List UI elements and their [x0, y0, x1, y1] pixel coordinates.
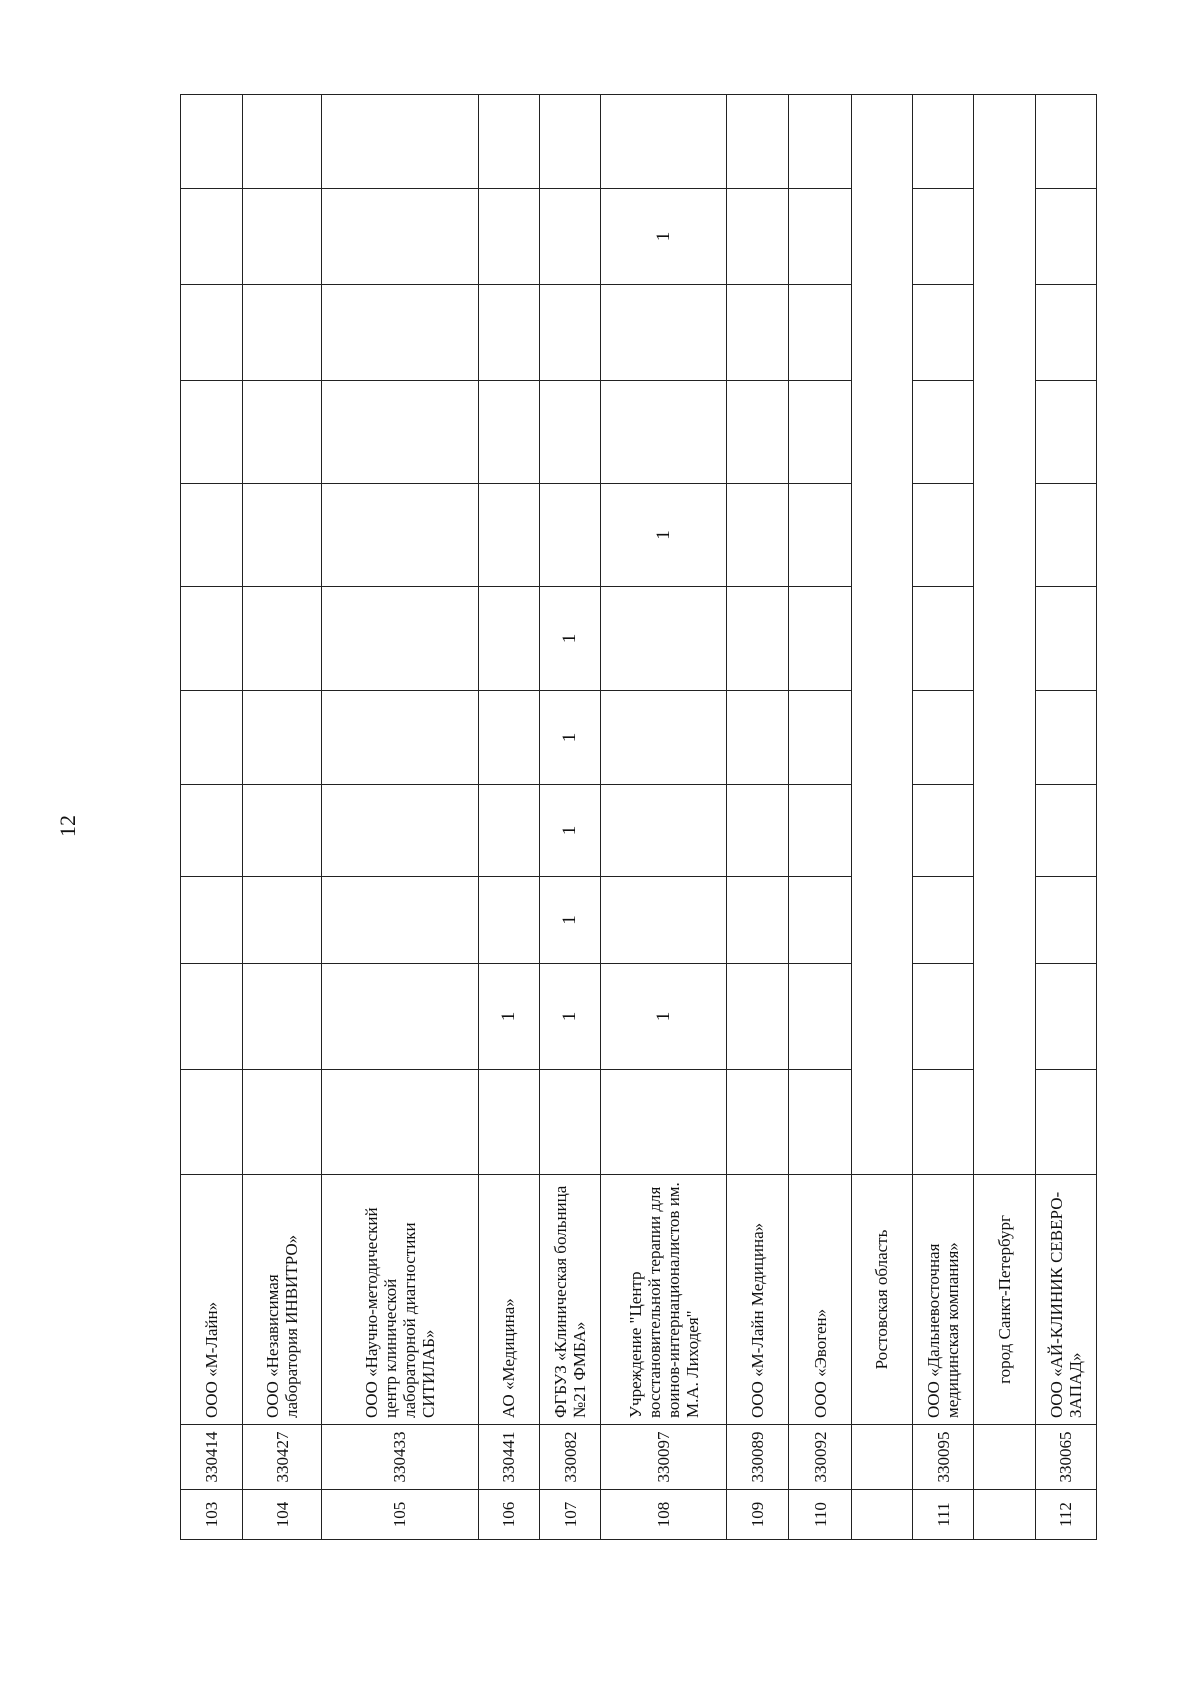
mark-cell [913, 587, 974, 691]
table-body [181, 95, 1097, 1540]
mark-cell [727, 964, 789, 1070]
mark-cell [539, 285, 600, 381]
mark-cell [478, 381, 539, 484]
row-number-cell [851, 1490, 912, 1540]
code-cell [851, 1425, 912, 1490]
mark-cell [322, 95, 478, 189]
rotated-table-container [180, 95, 1097, 1540]
organization-code: 330097 [601, 1425, 727, 1490]
row-number: 107 [539, 1490, 600, 1540]
region-spacer-cell [851, 95, 912, 1175]
mark-cell [913, 95, 974, 189]
table-row [478, 95, 539, 1540]
mark-cell [243, 785, 322, 877]
mark-cell [789, 484, 851, 587]
organization-code: 330065 [1035, 1425, 1096, 1490]
mark-cell [539, 189, 600, 285]
mark-cell [727, 484, 789, 587]
mark-cell [727, 381, 789, 484]
mark-cell [539, 381, 600, 484]
table-row [727, 95, 789, 1540]
mark-cell [1035, 877, 1096, 964]
mark-cell: 1 [601, 964, 727, 1070]
mark-cell [913, 964, 974, 1070]
row-number: 103 [181, 1490, 243, 1540]
organizations-table [180, 94, 1097, 1540]
mark-cell [727, 189, 789, 285]
mark-cell [243, 189, 322, 285]
mark-cell [601, 285, 727, 381]
mark-cell [913, 381, 974, 484]
mark-cell [322, 877, 478, 964]
mark-cell [789, 381, 851, 484]
mark-cell [1035, 691, 1096, 785]
mark-cell: 1 [601, 484, 727, 587]
table-rotator [180, 95, 1097, 1540]
organization-name: Учреждение "Центр восстановительной терапии для воинов-интернационалистов им. М.А. Лиходея" [601, 1175, 727, 1425]
mark-cell: 1 [539, 785, 600, 877]
mark-cell [727, 877, 789, 964]
row-number: 111 [913, 1490, 974, 1540]
mark-cell [539, 484, 600, 587]
mark-cell [1035, 587, 1096, 691]
mark-cell [181, 484, 243, 587]
mark-cell [601, 877, 727, 964]
organization-code: 330082 [539, 1425, 600, 1490]
mark-cell [478, 691, 539, 785]
mark-cell [478, 587, 539, 691]
mark-cell [913, 484, 974, 587]
organization-name: ООО «М-Лайн Медицина» [727, 1175, 789, 1425]
mark-cell [243, 877, 322, 964]
mark-cell [789, 877, 851, 964]
mark-cell [1035, 189, 1096, 285]
mark-cell [181, 95, 243, 189]
row-number: 108 [601, 1490, 727, 1540]
organization-code: 330427 [243, 1425, 322, 1490]
organization-name: ООО «Независимая лаборатория ИНВИТРО» [243, 1175, 322, 1425]
mark-cell [322, 1070, 478, 1175]
mark-cell [181, 785, 243, 877]
mark-cell [913, 785, 974, 877]
mark-cell [727, 785, 789, 877]
mark-cell [1035, 285, 1096, 381]
mark-cell [539, 95, 600, 189]
mark-cell [478, 95, 539, 189]
mark-cell [322, 285, 478, 381]
mark-cell [727, 1070, 789, 1175]
mark-cell [243, 691, 322, 785]
mark-cell [478, 285, 539, 381]
region-row [974, 95, 1035, 1540]
mark-cell [243, 964, 322, 1070]
mark-cell: 1 [539, 691, 600, 785]
mark-cell [243, 1070, 322, 1175]
mark-cell [913, 1070, 974, 1175]
row-number: 105 [322, 1490, 478, 1540]
organization-name: АО «Медицина» [478, 1175, 539, 1425]
mark-cell [601, 587, 727, 691]
organization-code: 330092 [789, 1425, 851, 1490]
mark-cell [181, 1070, 243, 1175]
table-row [913, 95, 974, 1540]
mark-cell [478, 785, 539, 877]
mark-cell [789, 95, 851, 189]
organization-name: ООО «АЙ-КЛИНИК СЕВЕРО-ЗАПАД» [1035, 1175, 1096, 1425]
mark-cell [727, 285, 789, 381]
row-number: 110 [789, 1490, 851, 1540]
table-row [322, 95, 478, 1540]
table-row [601, 95, 727, 1540]
mark-cell [181, 285, 243, 381]
organization-name: ООО «Дальневосточная медицинская компания» [913, 1175, 974, 1425]
page-number: 12 [55, 815, 80, 837]
mark-cell [789, 189, 851, 285]
mark-cell [478, 877, 539, 964]
organization-code: 330433 [322, 1425, 478, 1490]
organization-name: ФГБУЗ «Клиническая больница №21 ФМБА» [539, 1175, 600, 1425]
mark-cell [322, 691, 478, 785]
mark-cell: 1 [539, 877, 600, 964]
row-number: 104 [243, 1490, 322, 1540]
mark-cell [478, 1070, 539, 1175]
mark-cell [789, 285, 851, 381]
mark-cell [913, 189, 974, 285]
mark-cell [181, 381, 243, 484]
mark-cell [1035, 1070, 1096, 1175]
mark-cell [727, 691, 789, 785]
row-number: 112 [1035, 1490, 1096, 1540]
mark-cell [601, 691, 727, 785]
mark-cell [789, 785, 851, 877]
mark-cell [789, 964, 851, 1070]
mark-cell [789, 1070, 851, 1175]
mark-cell: 1 [601, 189, 727, 285]
mark-cell [601, 785, 727, 877]
mark-cell [727, 587, 789, 691]
mark-cell [181, 691, 243, 785]
mark-cell [478, 484, 539, 587]
mark-cell: 1 [478, 964, 539, 1070]
mark-cell [322, 381, 478, 484]
code-cell [974, 1425, 1035, 1490]
mark-cell [322, 964, 478, 1070]
organization-name: ООО «Научно-методический центр клинической лабораторной диагностики СИТИЛАБ» [322, 1175, 478, 1425]
mark-cell [181, 964, 243, 1070]
mark-cell [322, 484, 478, 587]
region-name: Ростовская область [851, 1175, 912, 1425]
mark-cell [727, 95, 789, 189]
mark-cell [243, 95, 322, 189]
table-row [1035, 95, 1096, 1540]
mark-cell [181, 877, 243, 964]
mark-cell [1035, 95, 1096, 189]
row-number-cell [974, 1490, 1035, 1540]
mark-cell [1035, 381, 1096, 484]
mark-cell [913, 285, 974, 381]
mark-cell [243, 587, 322, 691]
region-name: город Санкт-Петербург [974, 1175, 1035, 1425]
mark-cell [601, 381, 727, 484]
mark-cell [478, 189, 539, 285]
region-row [851, 95, 912, 1540]
mark-cell [243, 381, 322, 484]
mark-cell [601, 1070, 727, 1175]
mark-cell [789, 691, 851, 785]
organization-name: ООО «М-Лайн» [181, 1175, 243, 1425]
mark-cell [243, 285, 322, 381]
mark-cell [601, 95, 727, 189]
mark-cell: 1 [539, 964, 600, 1070]
mark-cell [1035, 785, 1096, 877]
mark-cell [243, 484, 322, 587]
organization-code: 330414 [181, 1425, 243, 1490]
table-row [539, 95, 600, 1540]
mark-cell [913, 691, 974, 785]
mark-cell [322, 785, 478, 877]
mark-cell [322, 189, 478, 285]
mark-cell [181, 587, 243, 691]
mark-cell [181, 189, 243, 285]
mark-cell [1035, 484, 1096, 587]
table-row [181, 95, 243, 1540]
organization-code: 330089 [727, 1425, 789, 1490]
organization-code: 330441 [478, 1425, 539, 1490]
mark-cell [913, 877, 974, 964]
row-number: 109 [727, 1490, 789, 1540]
organization-code: 330095 [913, 1425, 974, 1490]
table-row [789, 95, 851, 1540]
table-row [243, 95, 322, 1540]
region-spacer-cell [974, 95, 1035, 1175]
row-number: 106 [478, 1490, 539, 1540]
mark-cell [789, 587, 851, 691]
mark-cell [539, 1070, 600, 1175]
mark-cell [322, 587, 478, 691]
mark-cell: 1 [539, 587, 600, 691]
mark-cell [1035, 964, 1096, 1070]
organization-name: ООО «Эвоген» [789, 1175, 851, 1425]
